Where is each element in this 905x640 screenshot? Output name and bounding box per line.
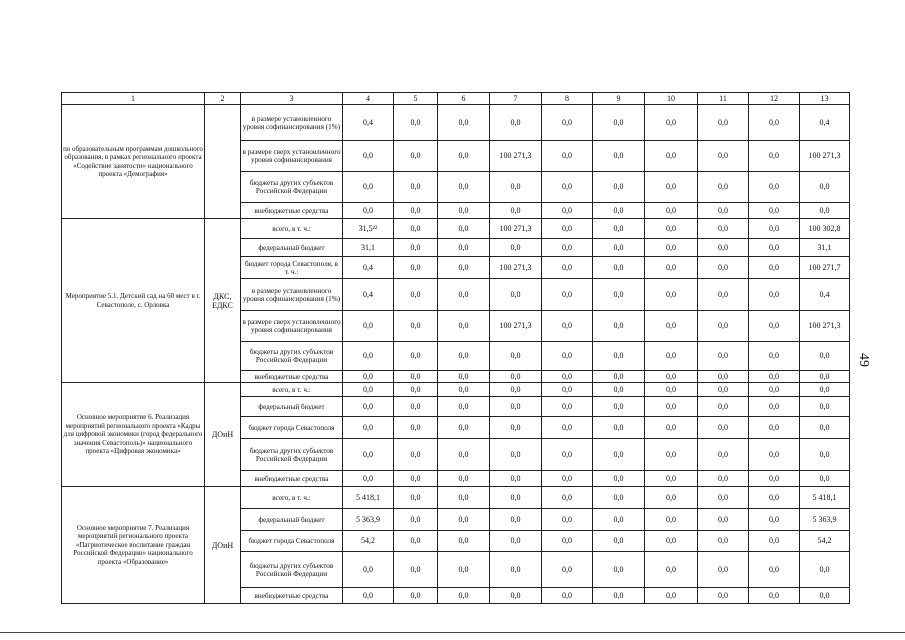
value-cell: 0,0	[645, 219, 698, 239]
value-cell: 0,0	[542, 417, 593, 439]
value-cell: 0,0	[698, 203, 749, 219]
value-cell: 0,0	[698, 141, 749, 172]
value-cell: 0,0	[343, 172, 394, 203]
column-header: 5	[394, 93, 438, 105]
value-cell: 0,0	[800, 588, 850, 604]
value-cell: 0,0	[593, 531, 645, 552]
value-cell: 0,0	[490, 203, 542, 219]
value-cell: 0,0	[394, 105, 438, 141]
value-cell: 0,0	[749, 383, 800, 397]
value-cell: 0,0	[749, 279, 800, 311]
value-cell: 0,0	[438, 219, 490, 239]
value-cell: 0,0	[542, 172, 593, 203]
value-cell: 0,0	[438, 588, 490, 604]
value-cell: 0,0	[749, 342, 800, 371]
value-cell: 0,0	[593, 417, 645, 439]
value-cell: 5 418,1	[343, 487, 394, 509]
value-cell: 0,0	[698, 219, 749, 239]
value-cell: 0,0	[749, 588, 800, 604]
value-cell: 0,0	[698, 371, 749, 383]
value-cell: 0,0	[593, 552, 645, 588]
value-cell: 5 418,1	[800, 487, 850, 509]
value-cell: 0,0	[593, 141, 645, 172]
value-cell: 0,0	[593, 588, 645, 604]
value-cell: 0,0	[394, 141, 438, 172]
value-cell: 0,0	[749, 105, 800, 141]
value-cell: 0,0	[438, 279, 490, 311]
value-cell: 0,0	[749, 257, 800, 279]
value-cell: 0,0	[394, 172, 438, 203]
budget-table	[61, 92, 850, 604]
column-header: 6	[438, 93, 490, 105]
value-cell: 0,0	[542, 239, 593, 257]
value-cell: 0,4	[343, 105, 394, 141]
value-cell: 0,0	[490, 588, 542, 604]
responsible-executor: ДКС, ЕДКС	[205, 219, 241, 383]
value-cell: 0,0	[542, 439, 593, 471]
value-cell: 0,0	[490, 552, 542, 588]
value-cell: 0,0	[749, 531, 800, 552]
table-row	[62, 105, 850, 141]
value-cell: 0,0	[438, 342, 490, 371]
value-cell: 5 363,9	[343, 509, 394, 531]
value-cell: 0,0	[343, 383, 394, 397]
column-header: 1	[62, 93, 205, 105]
value-cell: 0,0	[343, 588, 394, 604]
column-header: 8	[542, 93, 593, 105]
value-cell: 0,0	[749, 203, 800, 219]
value-cell: 0,0	[593, 487, 645, 509]
value-cell: 0,0	[343, 417, 394, 439]
value-cell: 0,0	[542, 342, 593, 371]
measure-name: Основное мероприятие 7. Реализация мероприятий регионального проекта «Патриотическое воспитание граждан Российской Федерации» национального проекта «Образование»	[62, 487, 205, 604]
value-cell: 0,0	[645, 172, 698, 203]
column-header: 11	[698, 93, 749, 105]
value-cell: 0,0	[343, 141, 394, 172]
funding-source: бюджеты других субъектов Российской Федерации	[241, 552, 343, 588]
value-cell: 0,0	[343, 439, 394, 471]
value-cell: 0,0	[394, 397, 438, 417]
value-cell: 0,0	[438, 417, 490, 439]
value-cell: 0,0	[645, 417, 698, 439]
value-cell: 0,0	[749, 417, 800, 439]
value-cell: 0,0	[645, 105, 698, 141]
value-cell: 0,0	[800, 172, 850, 203]
funding-source: в размере установленного уровня софинансирования (1%)	[241, 105, 343, 141]
value-cell: 100 271,3	[490, 141, 542, 172]
value-cell: 0,0	[593, 397, 645, 417]
value-cell: 0,0	[438, 383, 490, 397]
value-cell: 0,0	[542, 141, 593, 172]
value-cell: 0,0	[593, 371, 645, 383]
funding-source: всего, в т. ч.:	[241, 383, 343, 397]
value-cell: 5 363,9	[800, 509, 850, 531]
value-cell: 0,0	[438, 531, 490, 552]
funding-source: федеральный бюджет	[241, 509, 343, 531]
value-cell: 100 271,7	[800, 257, 850, 279]
page-number: 49	[856, 353, 871, 367]
value-cell: 0,0	[394, 342, 438, 371]
funding-source: внебюджетные средства	[241, 371, 343, 383]
value-cell: 0,0	[749, 509, 800, 531]
value-cell: 0,0	[490, 172, 542, 203]
value-cell: 0,0	[593, 439, 645, 471]
value-cell: 0,0	[542, 552, 593, 588]
value-cell: 0,0	[438, 105, 490, 141]
funding-source: федеральный бюджет	[241, 397, 343, 417]
value-cell: 0,4	[800, 279, 850, 311]
value-cell: 0,0	[749, 471, 800, 487]
value-cell: 0,0	[394, 552, 438, 588]
value-cell: 0,0	[438, 487, 490, 509]
value-cell: 0,0	[542, 279, 593, 311]
scan-edge-line	[0, 632, 905, 633]
value-cell: 0,0	[645, 439, 698, 471]
value-cell: 0,0	[645, 279, 698, 311]
value-cell: 0,0	[490, 439, 542, 471]
funding-source: бюджет города Севастополя	[241, 417, 343, 439]
value-cell: 31,1	[343, 239, 394, 257]
value-cell: 0,0	[698, 105, 749, 141]
value-cell: 0,0	[490, 531, 542, 552]
value-cell: 0,0	[490, 471, 542, 487]
value-cell: 100 271,3	[490, 257, 542, 279]
value-cell: 0,0	[394, 383, 438, 397]
value-cell: 0,0	[490, 371, 542, 383]
value-cell: 0,0	[394, 257, 438, 279]
value-cell: 0,0	[542, 509, 593, 531]
value-cell: 0,0	[749, 239, 800, 257]
table-row	[62, 487, 850, 509]
value-cell: 0,0	[542, 311, 593, 342]
value-cell: 0,0	[749, 311, 800, 342]
value-cell: 0,0	[800, 417, 850, 439]
value-cell: 0,0	[438, 172, 490, 203]
value-cell: 0,0	[800, 439, 850, 471]
value-cell: 0,0	[438, 439, 490, 471]
funding-source: бюджет города Севастополя	[241, 531, 343, 552]
funding-source: в размере сверх установленного уровня софинансирования	[241, 311, 343, 342]
funding-source: в размере сверх установленного уровня софинансирования	[241, 141, 343, 172]
value-cell: 31,1	[800, 239, 850, 257]
value-cell: 0,0	[645, 311, 698, 342]
value-cell: 0,0	[438, 239, 490, 257]
value-cell: 0,0	[800, 471, 850, 487]
value-cell: 0,0	[542, 257, 593, 279]
value-cell: 0,0	[394, 219, 438, 239]
value-cell: 0,0	[343, 371, 394, 383]
value-cell: 0,0	[438, 141, 490, 172]
value-cell: 0,0	[542, 219, 593, 239]
value-cell: 0,0	[800, 383, 850, 397]
value-cell: 0,0	[800, 203, 850, 219]
value-cell: 0,0	[593, 383, 645, 397]
value-cell: 0,0	[749, 371, 800, 383]
value-cell: 0,0	[698, 383, 749, 397]
value-cell: 0,0	[645, 141, 698, 172]
value-cell: 0,0	[645, 509, 698, 531]
value-cell: 0,0	[542, 588, 593, 604]
value-cell: 0,0	[645, 588, 698, 604]
value-cell: 0,0	[394, 509, 438, 531]
value-cell: 0,0	[800, 342, 850, 371]
value-cell: 0,0	[438, 257, 490, 279]
value-cell: 0,0	[645, 257, 698, 279]
value-cell: 0,0	[343, 471, 394, 487]
column-header: 10	[645, 93, 698, 105]
value-cell: 0,0	[645, 239, 698, 257]
value-cell: 0,0	[490, 342, 542, 371]
value-cell: 0,0	[698, 588, 749, 604]
value-cell: 0,0	[698, 342, 749, 371]
value-cell: 0,0	[394, 487, 438, 509]
responsible-executor: ДОиН	[205, 487, 241, 604]
value-cell: 0,0	[645, 531, 698, 552]
table-body	[62, 93, 850, 604]
value-cell: 0,0	[645, 471, 698, 487]
table-row	[62, 383, 850, 397]
value-cell: 0,0	[749, 141, 800, 172]
value-cell: 0,0	[438, 552, 490, 588]
value-cell: 0,0	[343, 311, 394, 342]
funding-source: внебюджетные средства	[241, 471, 343, 487]
value-cell: 0,0	[542, 531, 593, 552]
value-cell: 0,0	[593, 172, 645, 203]
value-cell: 100 271,3	[800, 311, 850, 342]
value-cell: 31,5²²	[343, 219, 394, 239]
value-cell: 0,0	[394, 588, 438, 604]
value-cell: 0,0	[490, 279, 542, 311]
value-cell: 100 302,8	[800, 219, 850, 239]
column-header: 13	[800, 93, 850, 105]
value-cell: 100 271,3	[800, 141, 850, 172]
value-cell: 0,0	[698, 239, 749, 257]
value-cell: 54,2	[800, 531, 850, 552]
value-cell: 0,0	[438, 471, 490, 487]
value-cell: 0,0	[645, 397, 698, 417]
column-header: 2	[205, 93, 241, 105]
value-cell: 0,0	[593, 471, 645, 487]
value-cell: 0,0	[645, 342, 698, 371]
value-cell: 0,0	[749, 439, 800, 471]
value-cell: 0,0	[438, 509, 490, 531]
value-cell: 0,0	[394, 471, 438, 487]
value-cell: 0,0	[490, 397, 542, 417]
value-cell: 0,0	[542, 487, 593, 509]
funding-source: внебюджетные средства	[241, 203, 343, 219]
value-cell: 0,0	[749, 552, 800, 588]
value-cell: 0,0	[698, 279, 749, 311]
column-header: 12	[749, 93, 800, 105]
value-cell: 0,0	[490, 417, 542, 439]
measure-name: Основное мероприятие 6. Реализация мероприятий регионального проекта «Кадры для цифровой экономики (город федерального значения Севастополь)» национального проекта «Цифровая экономика»	[62, 383, 205, 487]
value-cell: 100 271,3	[490, 219, 542, 239]
measure-name: по образовательным программам дошкольного образования, в рамках регионального проекта «Содействие занятости» национального проекта «Демография»	[62, 105, 205, 219]
value-cell: 0,0	[343, 552, 394, 588]
funding-source: федеральный бюджет	[241, 239, 343, 257]
value-cell: 0,0	[438, 311, 490, 342]
value-cell: 0,0	[698, 397, 749, 417]
value-cell: 0,4	[343, 279, 394, 311]
value-cell: 0,0	[438, 397, 490, 417]
value-cell: 0,0	[593, 342, 645, 371]
value-cell: 0,0	[593, 105, 645, 141]
value-cell: 0,0	[593, 509, 645, 531]
responsible-executor: ДОиН	[205, 383, 241, 487]
value-cell: 0,0	[593, 219, 645, 239]
value-cell: 0,0	[645, 203, 698, 219]
value-cell: 100 271,3	[490, 311, 542, 342]
value-cell: 0,0	[698, 471, 749, 487]
value-cell: 0,4	[343, 257, 394, 279]
value-cell: 0,0	[645, 487, 698, 509]
column-header: 4	[343, 93, 394, 105]
value-cell: 0,0	[394, 279, 438, 311]
value-cell: 0,0	[394, 311, 438, 342]
value-cell: 0,0	[593, 203, 645, 219]
value-cell: 0,0	[698, 552, 749, 588]
funding-source: в размере установленного уровня софинансирования (1%)	[241, 279, 343, 311]
value-cell: 0,0	[438, 203, 490, 219]
value-cell: 0,0	[698, 439, 749, 471]
value-cell: 0,0	[698, 257, 749, 279]
value-cell: 0,0	[542, 105, 593, 141]
table-row	[62, 219, 850, 239]
column-header: 3	[241, 93, 343, 105]
value-cell: 0,0	[438, 371, 490, 383]
value-cell: 0,0	[749, 397, 800, 417]
value-cell: 0,0	[593, 279, 645, 311]
header-row	[62, 93, 850, 105]
value-cell: 0,0	[698, 487, 749, 509]
value-cell: 0,0	[394, 417, 438, 439]
value-cell: 0,0	[394, 239, 438, 257]
value-cell: 0,0	[800, 552, 850, 588]
value-cell: 54,2	[343, 531, 394, 552]
value-cell: 0,0	[593, 311, 645, 342]
value-cell: 0,0	[343, 397, 394, 417]
value-cell: 0,4	[800, 105, 850, 141]
value-cell: 0,0	[593, 257, 645, 279]
value-cell: 0,0	[645, 371, 698, 383]
value-cell: 0,0	[343, 342, 394, 371]
value-cell: 0,0	[542, 371, 593, 383]
funding-source: бюджеты других субъектов Российской Федерации	[241, 172, 343, 203]
value-cell: 0,0	[749, 172, 800, 203]
value-cell: 0,0	[645, 552, 698, 588]
value-cell: 0,0	[698, 311, 749, 342]
value-cell: 0,0	[698, 531, 749, 552]
value-cell: 0,0	[394, 203, 438, 219]
funding-source: бюджеты других субъектов Российской Федерации	[241, 342, 343, 371]
column-header: 7	[490, 93, 542, 105]
value-cell: 0,0	[749, 219, 800, 239]
value-cell: 0,0	[542, 203, 593, 219]
value-cell: 0,0	[542, 471, 593, 487]
value-cell: 0,0	[490, 383, 542, 397]
value-cell: 0,0	[698, 509, 749, 531]
value-cell: 0,0	[698, 172, 749, 203]
value-cell: 0,0	[490, 509, 542, 531]
value-cell: 0,0	[749, 487, 800, 509]
value-cell: 0,0	[343, 203, 394, 219]
value-cell: 0,0	[593, 239, 645, 257]
funding-source: внебюджетные средства	[241, 588, 343, 604]
funding-source: всего, в т. ч.:	[241, 219, 343, 239]
value-cell: 0,0	[542, 397, 593, 417]
funding-source: бюджеты других субъектов Российской Федерации	[241, 439, 343, 471]
responsible-executor	[205, 105, 241, 219]
value-cell: 0,0	[542, 383, 593, 397]
value-cell: 0,0	[645, 383, 698, 397]
value-cell: 0,0	[800, 371, 850, 383]
value-cell: 0,0	[394, 531, 438, 552]
measure-name: Мероприятие 5.1. Детский сад на 60 мест в г. Севастополе, с. Орловка	[62, 219, 205, 383]
column-header: 9	[593, 93, 645, 105]
value-cell: 0,0	[800, 397, 850, 417]
value-cell: 0,0	[490, 487, 542, 509]
funding-source: всего, в т. ч.:	[241, 487, 343, 509]
funding-source: бюджет города Севастополя, в т. ч.:	[241, 257, 343, 279]
value-cell: 0,0	[698, 417, 749, 439]
value-cell: 0,0	[490, 239, 542, 257]
value-cell: 0,0	[394, 439, 438, 471]
value-cell: 0,0	[490, 105, 542, 141]
value-cell: 0,0	[394, 371, 438, 383]
